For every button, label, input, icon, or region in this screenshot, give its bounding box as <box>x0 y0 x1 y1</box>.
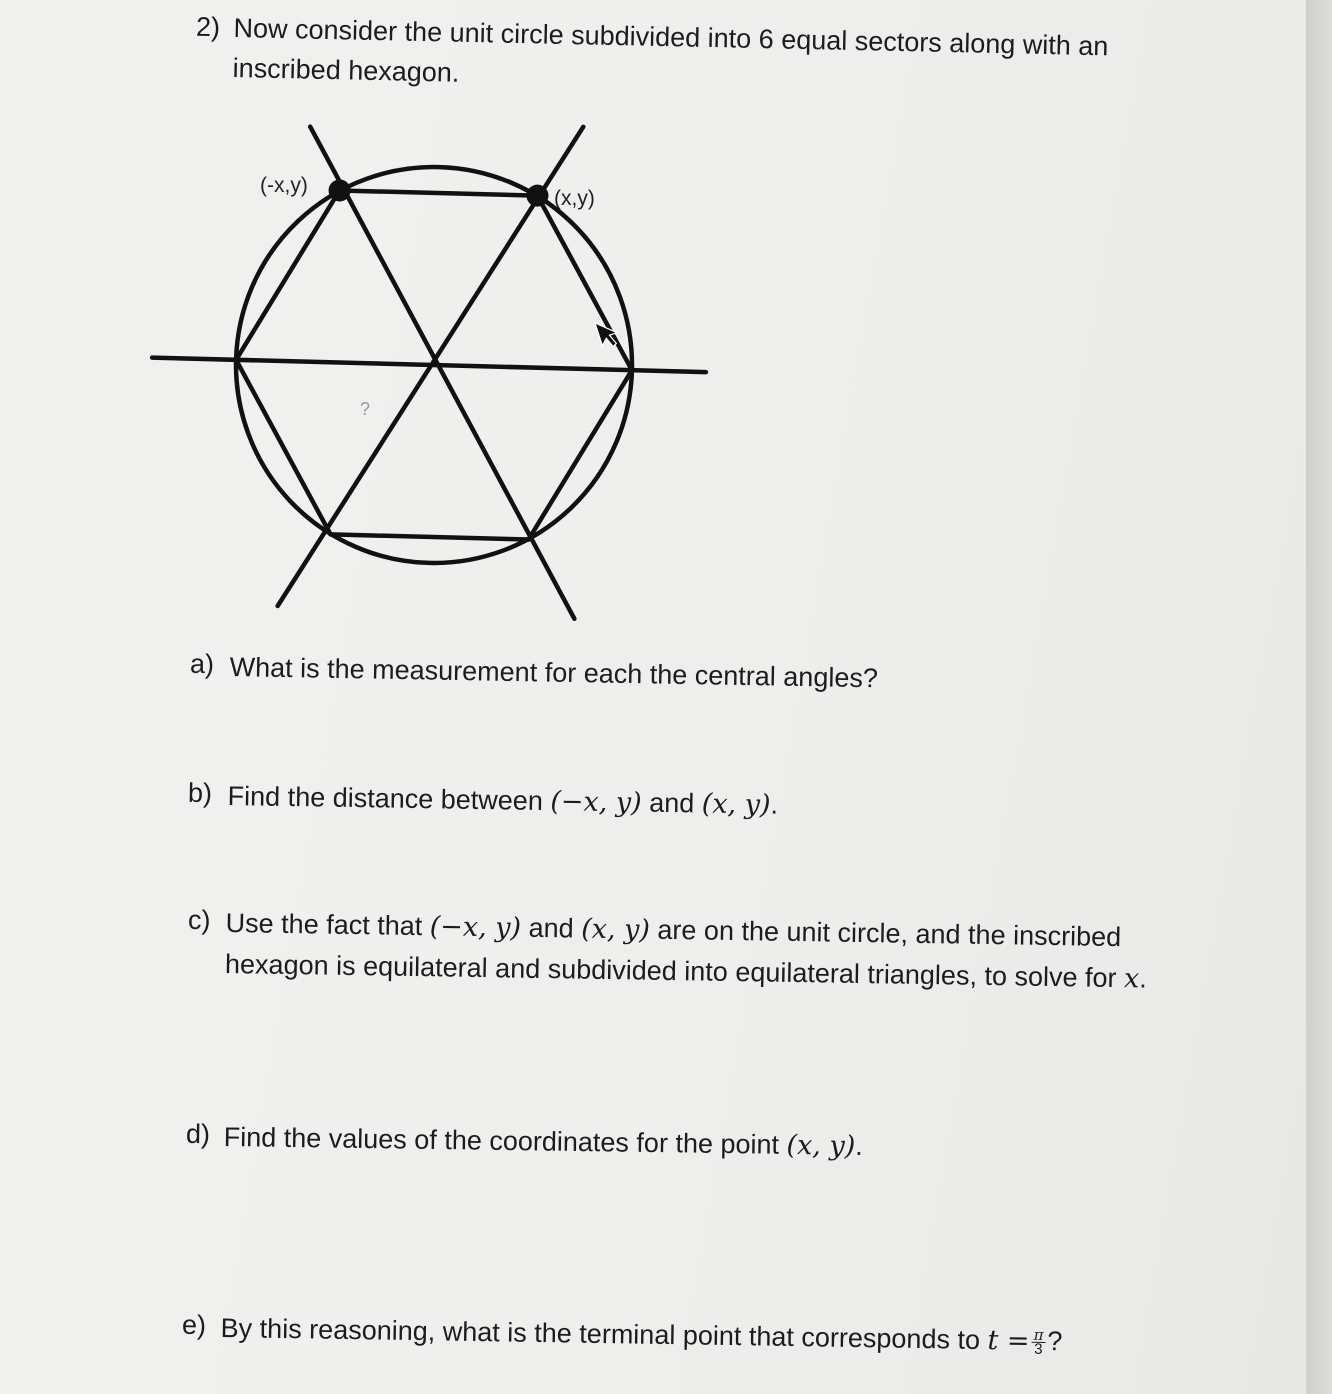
question-c-marker: c) <box>187 904 211 936</box>
question-d-text-before: Find the values of the coordinates for the point <box>223 1121 780 1160</box>
question-a-marker: a) <box>189 648 215 680</box>
question-b-text-end: . <box>770 789 779 820</box>
question-b-math-2: (x, y) <box>701 788 771 821</box>
question-d-marker: d) <box>185 1118 211 1150</box>
question-b-math-1: (−x, y) <box>550 786 642 819</box>
question-e-fraction <box>1031 1328 1045 1357</box>
hexagon-edge-top-right <box>533 196 636 371</box>
label-negx-y: (-x,y) <box>260 174 308 197</box>
page-edge-shadow <box>1306 0 1332 1394</box>
problem-statement: Now consider the unit circle subdivided into 6 equal sectors along with an inscribed hexagon. <box>232 12 1109 88</box>
stray-pencil-mark: ? <box>360 399 371 419</box>
question-d-text <box>223 1117 1123 1171</box>
question-e-text-before: By this reasoning, what is the terminal point that corresponds to <box>220 1312 981 1355</box>
hexagon-edge-bottom <box>331 534 529 539</box>
question-e-marker: e) <box>181 1309 207 1341</box>
fraction-numerator: π <box>1033 1326 1044 1345</box>
problem-number: 2) <box>195 11 221 43</box>
hexagon-edge-top <box>340 190 538 195</box>
question-b-text-before: Find the distance between <box>227 780 544 816</box>
question-c-math-1: (−x, y) <box>429 911 522 944</box>
hexagon-edge-bottom-right <box>528 368 631 543</box>
question-c-text-after: are on the unit circle, and the inscribed hexagon is equilateral and subdivided into equilateral triangles, to solve for <box>224 914 1122 993</box>
fraction-denominator: 3 <box>1034 1341 1043 1359</box>
question-c-text <box>225 903 1161 1000</box>
question-c-math-2: (x, y) <box>580 913 651 946</box>
question-b-text-middle: and <box>648 787 695 819</box>
question-d-text-end: . <box>855 1130 863 1161</box>
hexagon-edge-top-left <box>236 188 339 363</box>
question-d-math-1: (x, y) <box>786 1129 856 1162</box>
question-e-math-t: t = <box>987 1325 1030 1357</box>
hexagon-edge-bottom-left <box>232 360 335 535</box>
question-c-text-before: Use the fact that <box>225 907 423 942</box>
label-x-y: (x,y) <box>554 187 595 210</box>
question-a-text: What is the measurement for each the central angles? <box>229 651 879 694</box>
question-c-text-and: and <box>528 912 574 944</box>
question-c-math-3: x <box>1123 963 1140 995</box>
question-b-marker: b) <box>187 777 213 809</box>
question-e-text <box>220 1308 1181 1364</box>
unit-circle-hexagon-diagram <box>140 105 720 630</box>
question-b-text <box>227 776 1128 831</box>
question-e-text-end: ? <box>1047 1325 1063 1357</box>
question-c-text-end: . <box>1139 963 1148 994</box>
